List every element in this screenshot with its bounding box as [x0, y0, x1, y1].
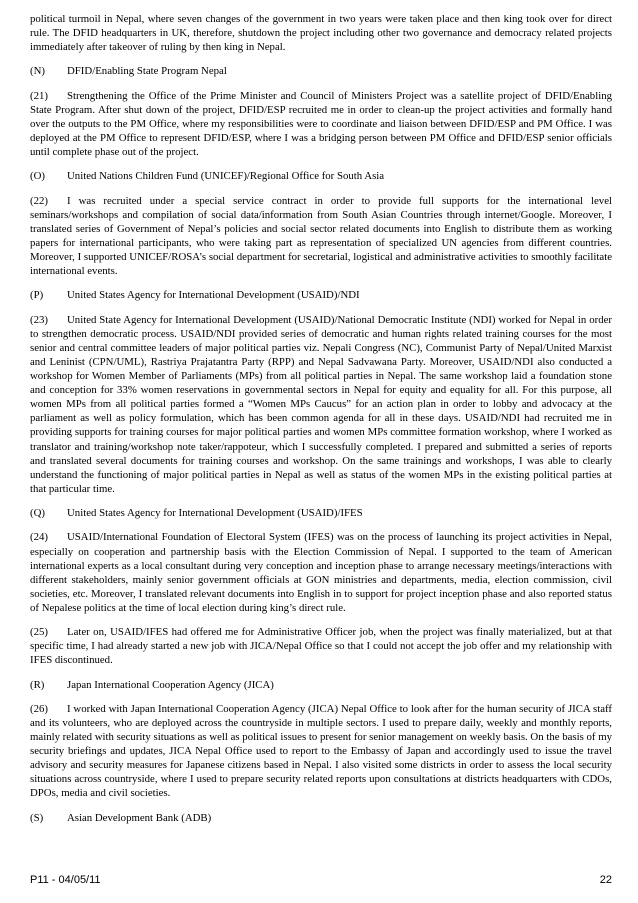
section-title: United States Agency for International Development (USAID)/NDI — [67, 289, 360, 302]
paragraph-text: USAID/International Foundation of Electoral System (IFES) was on the process of launching its project activities in Nepal, especially on cooperation and partnership basis with the Election Commission of Nepal. I supported to the team of American international experts as a local consultant during very conception and inception phase to arrange necessary meetings/interactions with different stakeholders, mainly senior government officials at GON ministries and departments, media, election commission, civil societies, etc. Moreover, I translated relevant documents into English in to support for project inception phase and also reported status of Nepalese politics at the time of local election during king’s direct rule. — [30, 531, 612, 614]
section-heading-r — [30, 678, 612, 692]
paragraph-number: (22) — [30, 194, 48, 207]
footer-date: P11 - 04/05/11 — [30, 874, 101, 886]
section-heading-o — [30, 169, 612, 183]
section-title: DFID/Enabling State Program Nepal — [67, 65, 227, 78]
paragraph-number: (21) — [30, 89, 48, 102]
page-number: 22 — [599, 874, 612, 886]
paragraph-text: Later on, USAID/IFES had offered me for Administrative Officer job, when the project was finally materialized, but at that specific time, I had already started a new job with JICA/Nepal Office so that I could not accept the job offer and my relationship with IFES discontinued. — [30, 626, 612, 667]
paragraph-text: I worked with Japan International Cooperation Agency (JICA) Nepal Office to look after for the human security of JICA staff and its volunteers, who are deployed across the countryside in multiple sectors. I used to prepare daily, weekly and monthly reports, mainly related with security situations as well as political issues to present for senior management on weekly basis. On the basis of my security briefings and updates, JICA Nepal Office used to report to the Embassy of Japan and accordingly used to issue the travel advisory and security measures for Japanese citizens based in Nepal. I also visited some districts in order to assess the local security situations across countryside, where I used to prepare security related reports upon consultations at districts headquarters with CDOs, DPOs, media and civil societies. — [30, 702, 613, 800]
paragraph-text: Strengthening the Office of the Prime Minister and Council of Ministers Project was a satellite project of DFID/Enabling State Program. After shut down of the project, DFID/ESP recruited me in order to clean-up the project activities and formally hand over the outputs to the PM Office, where my responsibilities were to coordinate and liaison between DFID/ESP and PM Office. I was deployed at the PM Office to represent DFID/ESP, where I was a bridging person between PM Office and DFID/ESP senior officials until complete phase out of the project. — [30, 89, 612, 159]
section-title: Japan International Cooperation Agency (JICA) — [67, 678, 274, 691]
section-title: United Nations Children Fund (UNICEF)/Regional Office for South Asia — [67, 170, 385, 183]
paragraph-21 — [30, 89, 612, 159]
paragraph-23 — [30, 313, 612, 496]
paragraph-24 — [30, 530, 612, 615]
section-title: United States Agency for International Development (USAID)/IFES — [67, 507, 363, 520]
intro-paragraph: political turmoil in Nepal, where seven changes of the government in two years were taken place and then king took over for direct rule. The DFID headquarters in UK, therefore, shutdown the project including other two governance and democracy related projects immediately after takeover of ruling by then king in Nepal. — [30, 13, 612, 54]
paragraph-number: (26) — [30, 702, 48, 715]
section-heading-n — [30, 64, 612, 78]
paragraph-text: United State Agency for International Development (USAID)/National Democratic Institute (NDI) worked for Nepal in order to strengthen democratic process. USAID/NDI provided series of democratic and human rights related training courses for the most senior and central committee leaders of major political parties viz. Nepali Congress (NC), Communist Party of Nepal/United Marxist and Leninist (CPN/UML), Rastriya Prajatantra Party (RPP) and Nepal Sadvawana Party. Moreover, USAID/NDI also conducted a workshop for Women Member of Parliaments (MPs) from all political parties in Nepal. The same workshop laid a foundation stone and conception for 33% women reservations in governmental sectors in Nepal for equity and equality for all. For this purpose, all women MPs from all political parties formed a “Women MPs Caucus” for an action plan in order to lobby and advocacy at the parliament as well as policy formulation, which has been common agenda for all in these days. USAID/NDI had recruited me in providing supports for training courses for major political parties and women MPs committee formation workshop, where I worked as translator and training/workshop note taker/rappoteur, which I successfully completed. I prepared and submitted a series of reports and translated several documents for training courses and workshop. On the same trainings and workshops, I was able to clearly understand the functioning of major political parties in Nepal as well as status of the women MPs in the existing political parties at that particular time. — [30, 313, 612, 495]
paragraph-number: (23) — [30, 313, 48, 326]
paragraph-25 — [30, 625, 612, 667]
section-heading-s — [30, 811, 612, 825]
paragraph-number: (25) — [30, 626, 48, 639]
page-footer — [30, 874, 612, 886]
paragraph-26 — [30, 702, 612, 801]
section-label: (P) — [30, 289, 44, 302]
paragraph-number: (24) — [30, 531, 48, 544]
section-heading-q — [30, 506, 612, 520]
section-label: (S) — [30, 811, 44, 824]
section-label: (O) — [30, 170, 45, 183]
paragraph-22 — [30, 194, 612, 279]
paragraph-text: I was recruited under a special service contract in order to provide full supports for the international level seminars/workshops and compilation of social data/information from South Asian Countries through internet/Google. Moreover, I translated series of Government of Nepal’s policies and social sector related documents into English to distribute them as working papers for international participants, who were taking part as representation of specialized UN agencies from different countries. Moreover, I supported UNICEF/ROSA’s social department for secretarial, logistical and administrative activities to smoothly facilitate international events. — [30, 194, 612, 278]
section-label: (N) — [30, 65, 45, 78]
page-content — [30, 12, 612, 835]
section-title: Asian Development Bank (ADB) — [67, 811, 212, 824]
section-label: (Q) — [30, 507, 45, 520]
section-label: (R) — [30, 678, 45, 691]
section-heading-p — [30, 288, 612, 302]
